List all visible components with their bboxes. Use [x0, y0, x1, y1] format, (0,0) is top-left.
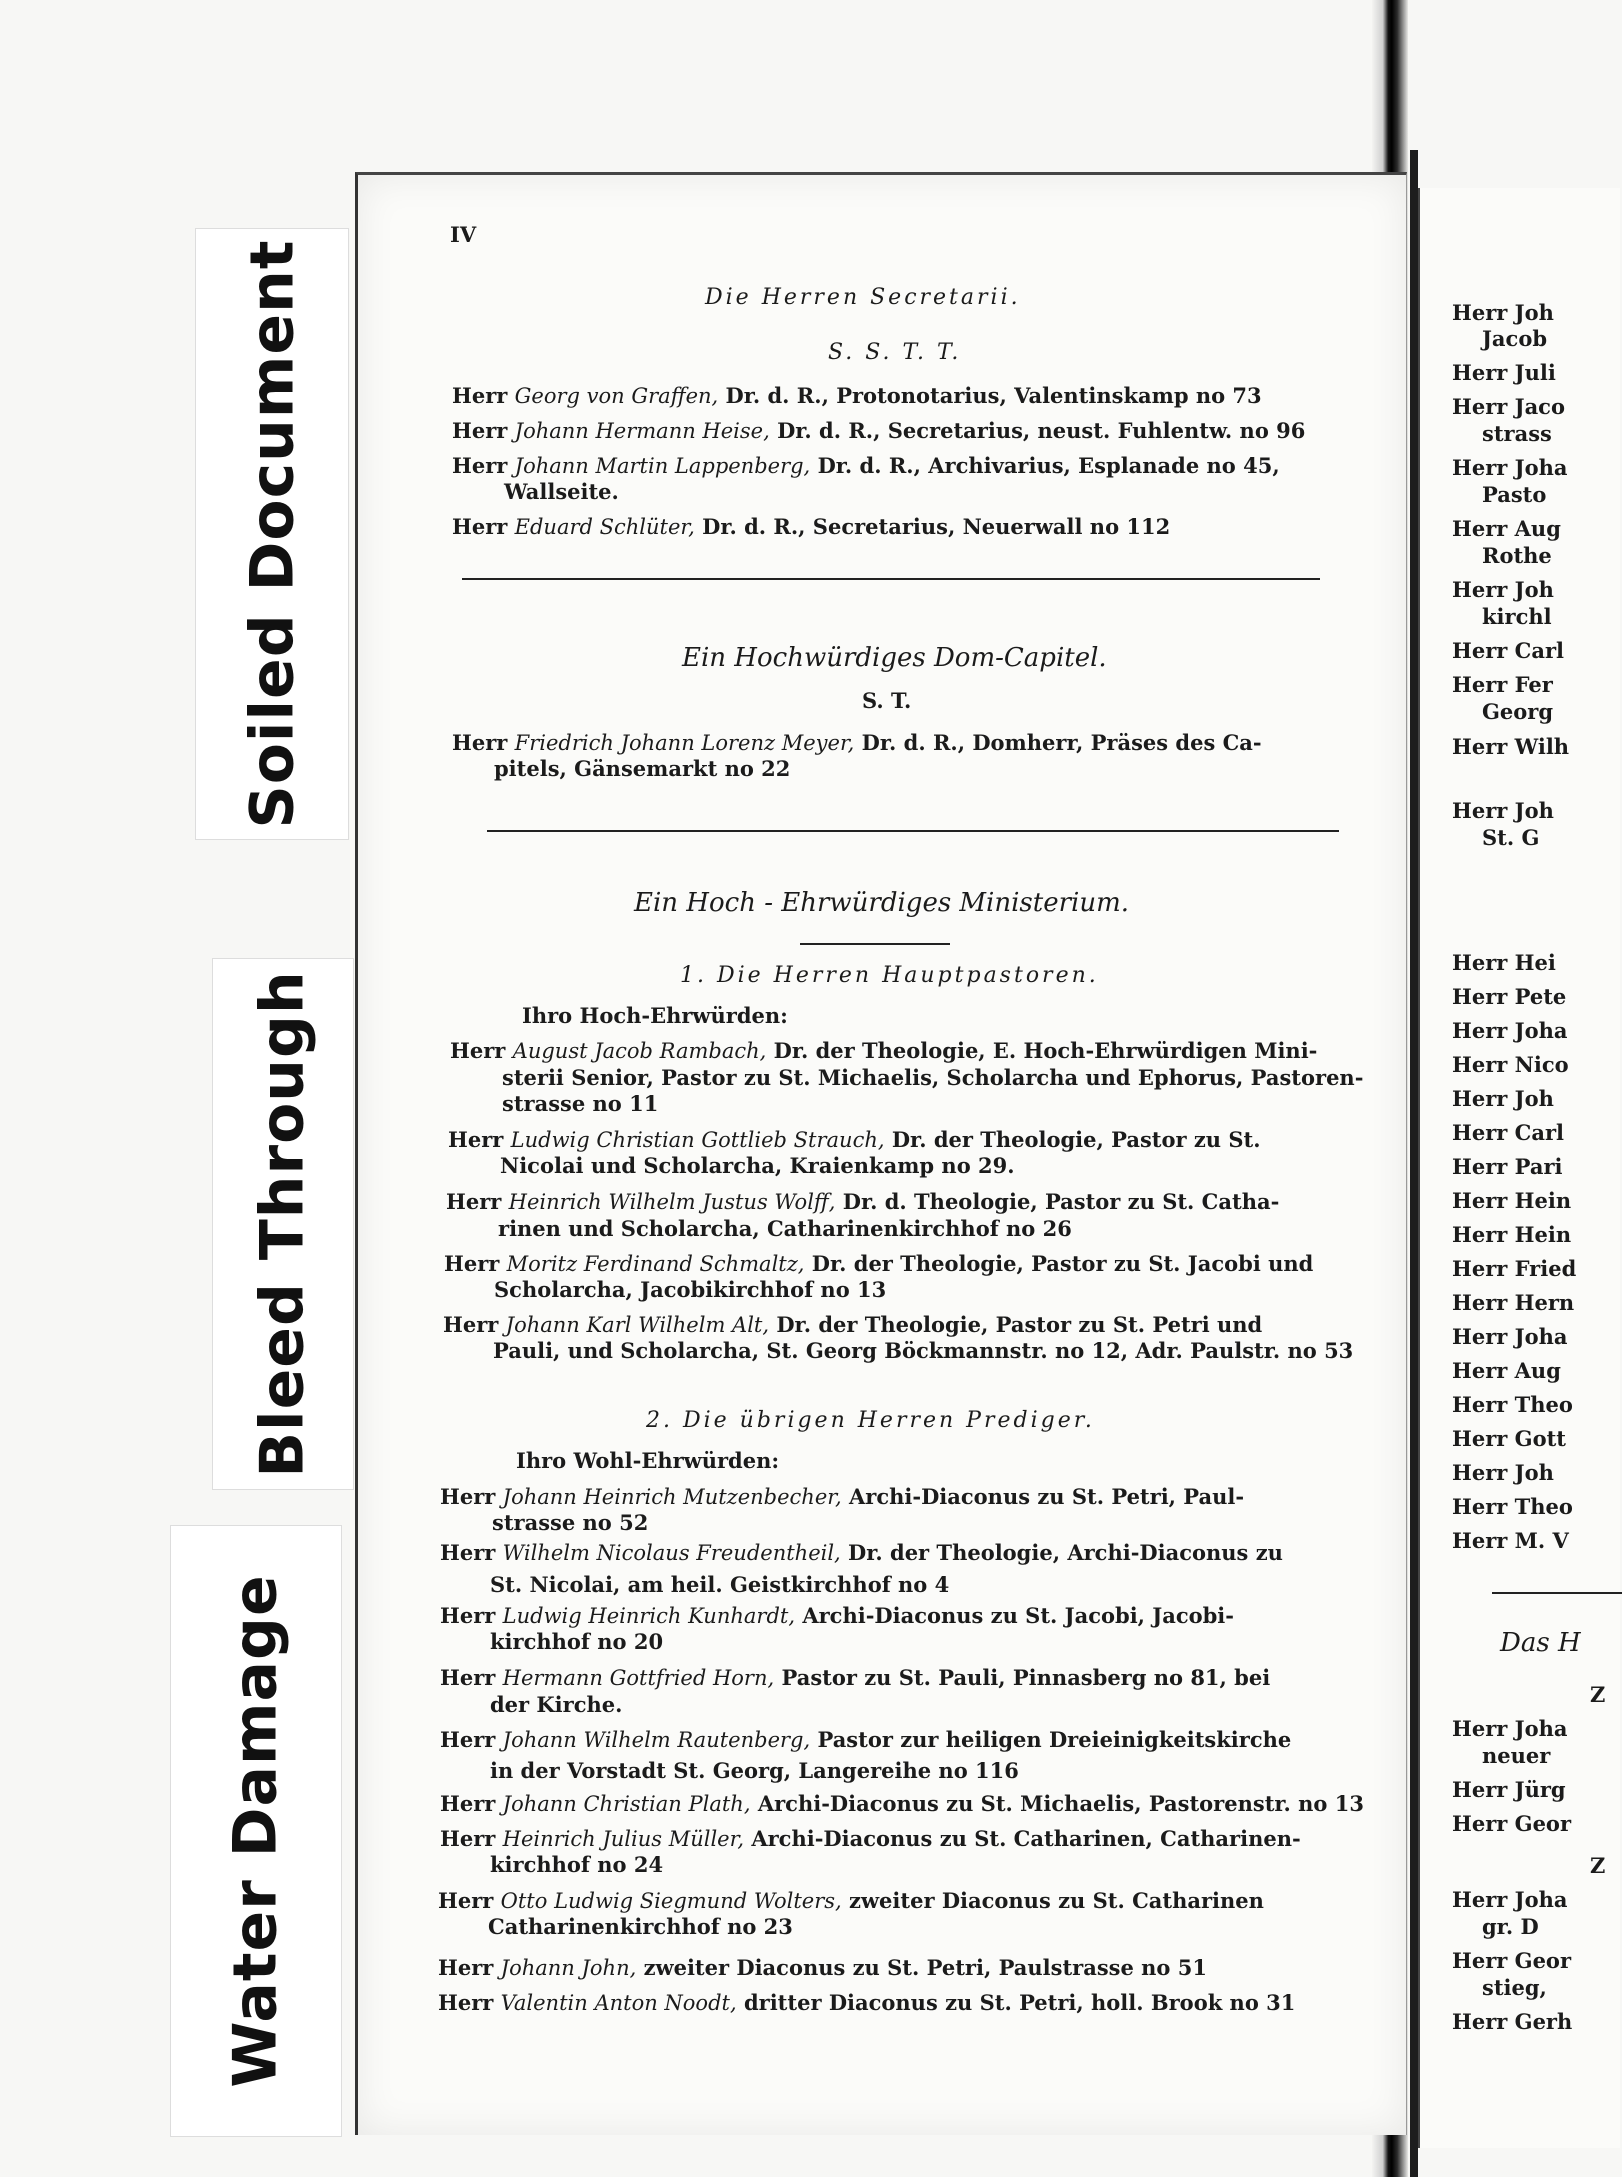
right-line: stieg,: [1482, 1975, 1547, 2000]
hauptpastor-entry-2: Herr Ludwig Christian Gottlieb Strauch, Dr. der Theologie, Pastor zu St.: [448, 1127, 1261, 1152]
right-line: Herr Theo: [1452, 1494, 1573, 1519]
right-line: Herr Fer: [1452, 672, 1553, 697]
section2-title: Ihro Wohl-Ehrwürden:: [516, 1448, 780, 1473]
section-rule-2: [487, 830, 1339, 832]
right-line: Rothe: [1482, 543, 1552, 568]
right-line: Herr Juli: [1452, 360, 1556, 385]
right-line: Herr Joha: [1452, 1887, 1568, 1912]
right-line: Herr Hern: [1452, 1290, 1575, 1315]
prediger-entry-2: Herr Wilhelm Nicolaus Freudentheil, Dr. der Theologie, Archi-Diaconus zu: [440, 1540, 1283, 1565]
bleed-through-tag: Bleed Through: [212, 958, 354, 1490]
right-line: Herr Joh: [1452, 300, 1554, 325]
prediger-entry-1: Herr Johann Heinrich Mutzenbecher, Archi-Diaconus zu St. Petri, Paul-: [440, 1484, 1245, 1509]
ministerium-underline: [800, 943, 950, 945]
right-line: Herr Joh: [1452, 1460, 1554, 1485]
secretarii-sub: S. S. T. T.: [828, 340, 962, 365]
hauptpastor-entry-3: Herr Heinrich Wilhelm Justus Wolff, Dr. d. Theologie, Pastor zu St. Catha-: [446, 1189, 1280, 1214]
right-line: Herr Carl: [1452, 1120, 1565, 1145]
right-line: Herr Joha: [1452, 455, 1568, 480]
right-line: neuer: [1482, 1743, 1551, 1768]
right-line: Herr Nico: [1452, 1052, 1569, 1077]
domcapitel-entry-cont: pitels, Gänsemarkt no 22: [494, 756, 791, 781]
right-line: Herr Aug: [1452, 516, 1561, 541]
right-line: Herr Geor: [1452, 1811, 1572, 1836]
page-number: IV: [450, 222, 477, 247]
prediger-entry-7: Herr Heinrich Julius Müller, Archi-Diaconus zu St. Catharinen, Catharinen-: [440, 1826, 1301, 1851]
prediger-entry-5: Herr Johann Wilhelm Rautenberg, Pastor zur heiligen Dreieinigkeitskirche: [440, 1727, 1292, 1752]
prediger-entry-9: Herr Johann John, zweiter Diaconus zu St. Petri, Paulstrasse no 51: [438, 1955, 1207, 1980]
right-line: Georg: [1482, 699, 1554, 724]
right-line: gr. D: [1482, 1914, 1539, 1939]
right-line: Herr Jaco: [1452, 394, 1565, 419]
right-rule: [1492, 1592, 1622, 1594]
right-line: Herr Joha: [1452, 1018, 1568, 1043]
right-line: Herr Gerh: [1452, 2009, 1573, 2034]
right-line: Herr Joha: [1452, 1324, 1568, 1349]
right-line: St. G: [1482, 825, 1540, 850]
prediger-entry-3: Herr Ludwig Heinrich Kunhardt, Archi-Diaconus zu St. Jacobi, Jacobi-: [440, 1603, 1235, 1628]
right-line: Z: [1590, 1853, 1606, 1878]
hauptpastor-entry-2-cont1: Nicolai und Scholarcha, Kraienkamp no 29.: [500, 1153, 1015, 1178]
domcapitel-sub: S. T.: [862, 688, 912, 713]
secretarii-entry-3-cont: Wallseite.: [504, 479, 619, 504]
right-line: Herr Fried: [1452, 1256, 1577, 1281]
hauptpastor-entry-4-cont1: Scholarcha, Jacobikirchhof no 13: [494, 1277, 887, 1302]
prediger-entry-8-cont1: Catharinenkirchhof no 23: [488, 1914, 793, 1939]
section2-heading: 2. Die übrigen Herren Prediger.: [646, 1408, 1095, 1433]
right-line: Herr Hein: [1452, 1222, 1572, 1247]
prediger-entry-7-cont1: kirchhof no 24: [490, 1852, 664, 1877]
ministerium-heading: Ein Hoch - Ehrwürdiges Ministerium.: [634, 888, 1130, 918]
domcapitel-heading: Ein Hochwürdiges Dom-Capitel.: [682, 643, 1107, 673]
hauptpastor-entry-5-cont1: Pauli, und Scholarcha, St. Georg Böckmannstr. no 12, Adr. Paulstr. no 53: [493, 1338, 1354, 1363]
secretarii-entry-2: Herr Johann Hermann Heise, Dr. d. R., Secretarius, neust. Fuhlentw. no 96: [452, 418, 1306, 443]
prediger-entry-1-cont1: strasse no 52: [492, 1510, 649, 1535]
hauptpastor-entry-4: Herr Moritz Ferdinand Schmaltz, Dr. der Theologie, Pastor zu St. Jacobi und: [444, 1251, 1314, 1276]
domcapitel-entry: Herr Friedrich Johann Lorenz Meyer, Dr. d. R., Domherr, Präses des Ca-: [452, 730, 1262, 755]
right-heading: Das H: [1500, 1628, 1581, 1658]
hauptpastor-entry-1: Herr August Jacob Rambach, Dr. der Theologie, E. Hoch-Ehrwürdigen Mini-: [450, 1038, 1318, 1063]
section1-heading: 1. Die Herren Hauptpastoren.: [680, 963, 1099, 988]
hauptpastor-entry-5: Herr Johann Karl Wilhelm Alt, Dr. der Theologie, Pastor zu St. Petri und: [443, 1312, 1263, 1337]
right-line: Herr Pari: [1452, 1154, 1563, 1179]
section-rule-1: [462, 578, 1320, 580]
soiled-document-tag: Soiled Document: [195, 228, 349, 840]
prediger-entry-3-cont1: kirchhof no 20: [490, 1629, 664, 1654]
prediger-entry-10: Herr Valentin Anton Noodt, dritter Diaconus zu St. Petri, holl. Brook no 31: [438, 1990, 1296, 2015]
prediger-entry-4-cont1: der Kirche.: [490, 1692, 623, 1717]
prediger-entry-2-cont1: St. Nicolai, am heil. Geistkirchhof no 4: [490, 1572, 950, 1597]
right-line: Z: [1590, 1682, 1606, 1707]
water-damage-tag: Water Damage: [170, 1525, 342, 2137]
right-line: Herr Carl: [1452, 638, 1565, 663]
right-line: Herr Joh: [1452, 1086, 1554, 1111]
hauptpastor-entry-3-cont1: rinen und Scholarcha, Catharinenkirchhof no 26: [498, 1216, 1072, 1241]
right-line: Herr Hein: [1452, 1188, 1572, 1213]
right-line: Jacob: [1482, 326, 1548, 351]
right-line: Herr Aug: [1452, 1358, 1561, 1383]
prediger-entry-5-cont1: in der Vorstadt St. Georg, Langereihe no 116: [490, 1758, 1019, 1783]
right-line: Herr Joh: [1452, 577, 1554, 602]
right-line: Herr Hei: [1452, 950, 1556, 975]
prediger-entry-8: Herr Otto Ludwig Siegmund Wolters, zweiter Diaconus zu St. Catharinen: [438, 1888, 1264, 1913]
right-line: Herr M. V: [1452, 1528, 1569, 1553]
right-line: Herr Geor: [1452, 1948, 1572, 1973]
hauptpastor-entry-1-cont1: sterii Senior, Pastor zu St. Michaelis, Scholarcha und Ephorus, Pastoren-: [502, 1065, 1364, 1090]
prediger-entry-6: Herr Johann Christian Plath, Archi-Diaconus zu St. Michaelis, Pastorenstr. no 13: [440, 1791, 1364, 1816]
secretarii-entry-4: Herr Eduard Schlüter, Dr. d. R., Secretarius, Neuerwall no 112: [452, 514, 1171, 539]
right-line: Herr Wilh: [1452, 734, 1570, 759]
right-line: kirchl: [1482, 604, 1552, 629]
hauptpastor-entry-1-cont2: strasse no 11: [502, 1091, 659, 1116]
right-line: Herr Joha: [1452, 1716, 1568, 1741]
right-line: strass: [1482, 421, 1552, 446]
right-line: Herr Gott: [1452, 1426, 1566, 1451]
right-line: Herr Jürg: [1452, 1777, 1566, 1802]
document-page-right: [1418, 188, 1620, 2148]
right-line: Herr Joh: [1452, 798, 1554, 823]
prediger-entry-4: Herr Hermann Gottfried Horn, Pastor zu St. Pauli, Pinnasberg no 81, bei: [440, 1665, 1271, 1690]
right-line: Herr Pete: [1452, 984, 1567, 1009]
right-line: Herr Theo: [1452, 1392, 1573, 1417]
secretarii-entry-1: Herr Georg von Graffen, Dr. d. R., Protonotarius, Valentinskamp no 73: [452, 383, 1262, 408]
secretarii-entry-3: Herr Johann Martin Lappenberg, Dr. d. R., Archivarius, Esplanade no 45,: [452, 453, 1280, 478]
section1-title: Ihro Hoch-Ehrwürden:: [522, 1003, 788, 1028]
right-line: Pasto: [1482, 482, 1547, 507]
secretarii-heading: Die Herren Secretarii.: [705, 285, 1021, 310]
page-divider: [1410, 150, 1418, 2177]
